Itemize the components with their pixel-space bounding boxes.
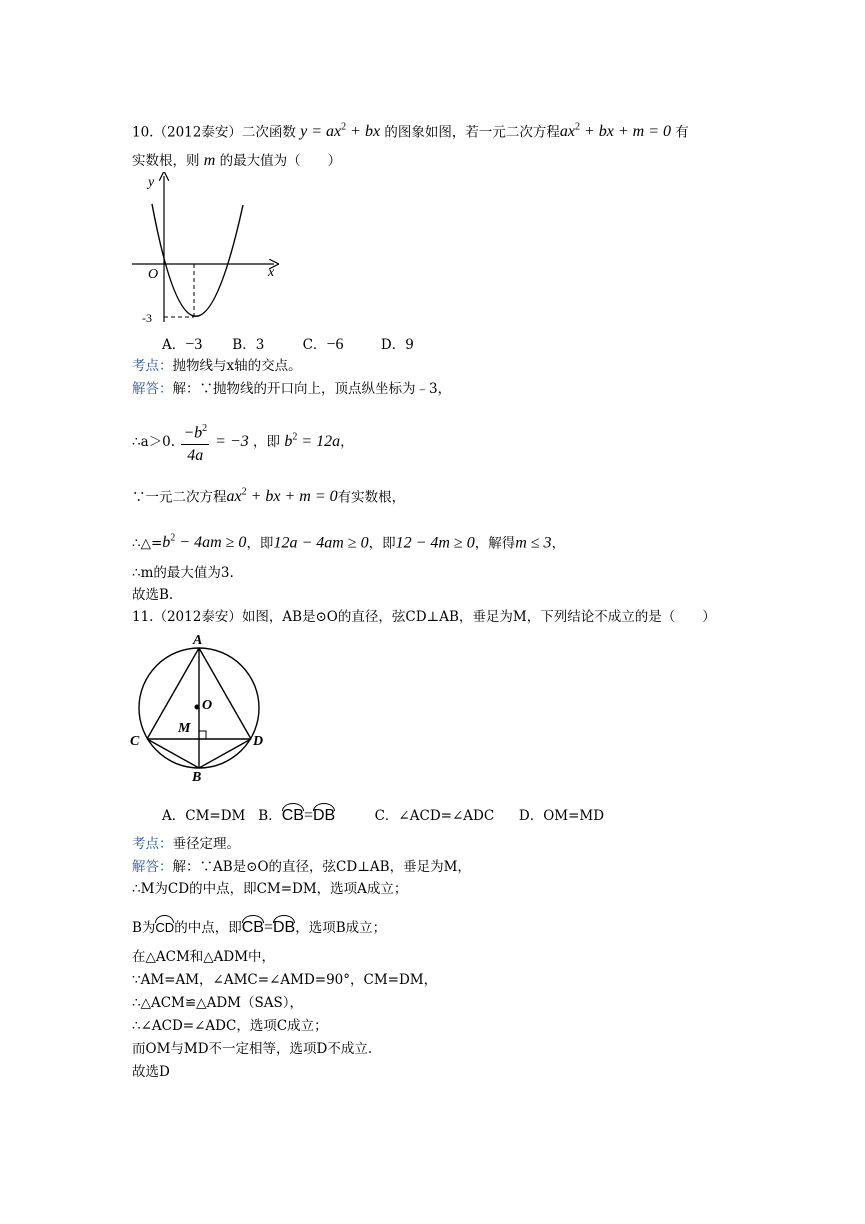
q10-sol-2b: ，即: [253, 434, 281, 451]
q10-solution-5: ∴m的最大值为3.: [132, 565, 234, 581]
q10-option-d: D．9: [380, 337, 414, 353]
q11-label-m: M: [178, 721, 191, 736]
q10-solution-2: [132, 418, 354, 467]
q10-y-label: y: [148, 175, 155, 190]
q10-stem-line2: [132, 152, 341, 170]
q10-origin-label: O: [148, 267, 159, 282]
q11-kaodian-label: 考点：: [132, 836, 173, 852]
q10-option-a: A．−3: [162, 336, 203, 353]
q11-solution-3: [132, 915, 386, 937]
q11-segment-cb: [147, 739, 199, 768]
q10-function: $y = ax^2$ + bx: [300, 122, 381, 141]
q11-solution-2: ∴M为CD的中点，即CM=DM，选项A成立；: [132, 881, 408, 897]
q10-sol-3a: ∵一元二次方程: [132, 489, 227, 506]
q10-kaodian-text: 抛物线与x轴的交点。: [172, 358, 302, 374]
q10-kaodian: [132, 357, 302, 375]
q10-sol-4c: ，即: [368, 535, 396, 552]
q10-equation: $ax^2$ + bx + m = 0: [559, 122, 671, 141]
q11-sol-3b: 的中点，即: [174, 920, 242, 936]
q10-sol-4-e1: $b^2 - 4am \ge 0$: [162, 533, 247, 552]
q10-stem-text2: 的图象如图，若一元二次方程: [384, 124, 560, 141]
q10-jieda-label: 解答：: [132, 381, 173, 397]
q11-answer: 故选D: [132, 1064, 170, 1080]
q10-sol-4-e3: 12 − 4m ≥ 0: [395, 534, 475, 552]
q10-sol-2a: ∴a＞0.: [132, 434, 176, 451]
q11-arc-cb: CB: [242, 915, 264, 937]
q11-arc-cd: CD: [155, 915, 174, 937]
q11-center-dot: [195, 705, 200, 710]
q11-sol-3-eq: =: [263, 919, 273, 936]
q11-option-c: C．∠ACD=∠ADC: [374, 808, 495, 824]
q10-var-m: m: [203, 152, 216, 169]
q11-solution-4: 在△ACM和△ADM中，: [132, 949, 276, 965]
q11-sol-1-text: 解：∵AB是⊙O的直径，弦CD⊥AB，垂足为M，: [172, 859, 471, 875]
q10-sol-2c: ，: [340, 434, 354, 451]
q11-options: [162, 803, 604, 825]
q11-arc-db: DB: [273, 915, 295, 937]
q10-answer: 故选B.: [132, 587, 174, 603]
q11-solution-5: ∵AM=AM，∠AMC=∠AMD=90°，CM=DM，: [132, 972, 438, 988]
q11-label-d: D: [253, 734, 264, 749]
q10-solution-3: [132, 484, 405, 506]
q11-jieda-label: 解答：: [132, 859, 173, 875]
q10-solution-1: [132, 380, 451, 398]
q11-solution-8: 而OM与MD不一定相等，选项D不成立.: [132, 1041, 373, 1057]
q11-circle-figure: [126, 632, 276, 784]
q10-sol-2-eq: $b^2 = 12a$: [284, 431, 341, 451]
q11-segment-ad: [199, 648, 251, 739]
q10-stem-text4: 实数根，则: [132, 153, 200, 169]
q10-sol-4d: ，解得: [474, 535, 516, 552]
q11-solution-1: [132, 858, 471, 876]
q11-option-d: D．OM=MD: [518, 808, 605, 824]
q10-option-b: B．3: [232, 337, 265, 353]
q10-sol-4e: ，: [551, 535, 566, 552]
q10-parabola-curve: [152, 204, 243, 316]
q10-stem-text: 二次函数: [241, 124, 296, 141]
q11-option-b: B．CB=DB: [258, 803, 370, 825]
q11-sol-3c: ，选项B成立；: [295, 920, 387, 936]
q10-sol-1-text: 解：∵抛物线的开口向上，顶点纵坐标为﹣3，: [172, 381, 452, 397]
q11-kaodian-text: 垂径定理。: [172, 836, 240, 852]
q10-parabola-graph: [128, 172, 280, 332]
q10-stem-text5: 的最大值为（ ）: [219, 153, 342, 169]
q11-solution-7: ∴∠ACD=∠ADC，选项C成立；: [132, 1018, 328, 1034]
q10-sol-4-e4: m ≤ 3: [515, 534, 552, 552]
q10-fraction: $\frac{-b^2}{4a}$: [181, 418, 209, 467]
q10-sol-4-e2: 12a − 4am ≥ 0: [273, 534, 369, 552]
q10-solution-4: [132, 530, 565, 552]
q10-options: [162, 336, 414, 354]
q10-sol-2-rhs: = −3: [211, 433, 249, 451]
q10-sol-3b: 有实数根，: [337, 489, 406, 506]
q11-segment-db: [199, 739, 251, 768]
q10-stem-text3: 有: [675, 124, 689, 141]
q10-min-label: -3: [142, 311, 152, 325]
q10-sol-4b: ，即: [246, 535, 274, 552]
q11-segment-ac: [147, 648, 199, 739]
q10-option-c: C．−6: [302, 336, 344, 353]
q10-stem-line1: [132, 119, 689, 141]
q10-x-label: x: [268, 265, 275, 280]
q10-number: 10.: [132, 124, 154, 141]
q11-stem: 11.（2012泰安）如图，AB是⊙O的直径，弦CD⊥AB，垂足为M，下列结论不成立的是（ ）: [132, 609, 716, 625]
q11-right-angle-mark: [199, 731, 206, 739]
q11-label-a: A: [193, 633, 203, 648]
q10-sol-3-eq: $ax^2$ + bx + m = 0: [226, 487, 338, 506]
q11-label-b: B: [192, 770, 202, 784]
q11-label-c: C: [130, 734, 140, 749]
q10-kaodian-label: 考点：: [132, 358, 173, 374]
q11-option-a: A．CM=DM: [162, 808, 246, 824]
q10-sol-4a: ∴△=: [132, 535, 163, 552]
q11-kaodian: [132, 835, 240, 853]
q11-solution-6: ∴△ACM≌△ADM（SAS），: [132, 995, 303, 1011]
q11-label-o: O: [202, 698, 213, 713]
q11-sol-3a: B为: [132, 920, 156, 936]
q10-source: （2012泰安）: [153, 124, 242, 141]
